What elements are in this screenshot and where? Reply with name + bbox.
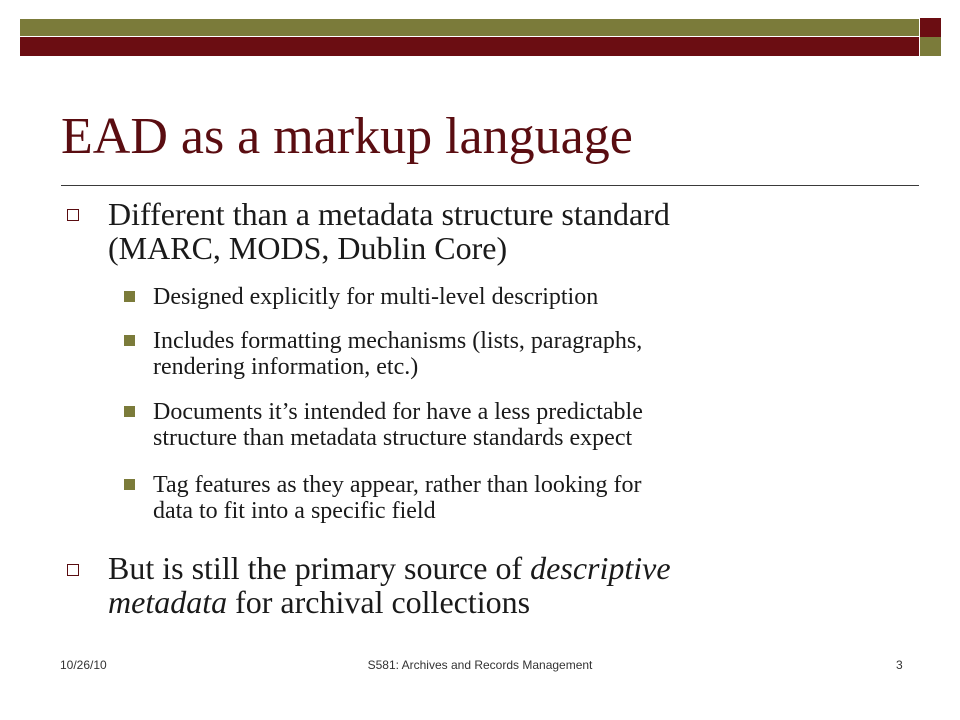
filled-square-bullet-icon <box>124 479 135 490</box>
bullet-1 <box>108 197 898 265</box>
bullet-2-text-emphasis-2: metadata <box>108 584 228 620</box>
subbullet-4-line-2: data to fit into a specific field <box>153 498 436 524</box>
bullet-2-text-plain-2: for archival collections <box>227 584 531 620</box>
subbullet-1 <box>153 284 898 310</box>
bullet-2-line-2 <box>108 585 898 619</box>
filled-square-bullet-icon <box>124 335 135 346</box>
subbullet-3-line-1: Documents it’s intended for have a less predictable <box>153 399 643 425</box>
header-bar-olive <box>20 19 919 36</box>
header-corner-square-red <box>920 18 941 37</box>
subbullet-1-line-1: Designed explicitly for multi-level description <box>153 284 599 310</box>
subbullet-3-line-2: structure than metadata structure standards expect <box>153 425 633 451</box>
footer-course-title: S581: Archives and Records Management <box>367 658 593 672</box>
bullet-2-text-plain: But is still the primary source of <box>108 550 531 586</box>
bullet-2 <box>108 551 898 619</box>
filled-square-bullet-icon <box>124 406 135 417</box>
subbullet-3 <box>153 399 898 451</box>
hollow-square-bullet-icon <box>67 564 79 576</box>
subbullet-2-line-1: Includes formatting mechanisms (lists, paragraphs, <box>153 328 643 354</box>
subbullet-2-line-2: rendering information, etc.) <box>153 354 419 380</box>
slide-title: EAD as a markup language <box>61 108 633 165</box>
subbullet-4-line-1: Tag features as they appear, rather than looking for <box>153 472 642 498</box>
hollow-square-bullet-icon <box>67 209 79 221</box>
footer-date: 10/26/10 <box>60 658 107 672</box>
subbullet-4 <box>153 472 898 524</box>
title-divider <box>61 185 919 186</box>
bullet-1-line-2: (MARC, MODS, Dublin Core) <box>108 230 508 266</box>
bullet-2-line-1 <box>108 551 898 585</box>
bullet-1-line-1: Different than a metadata structure standard <box>108 196 670 232</box>
footer-page-number: 3 <box>896 658 903 672</box>
bullet-2-text-emphasis-1: descriptive <box>530 550 671 586</box>
subbullet-2 <box>153 328 898 380</box>
header-bar-red <box>20 37 919 56</box>
header-corner-square-olive <box>920 37 941 56</box>
filled-square-bullet-icon <box>124 291 135 302</box>
